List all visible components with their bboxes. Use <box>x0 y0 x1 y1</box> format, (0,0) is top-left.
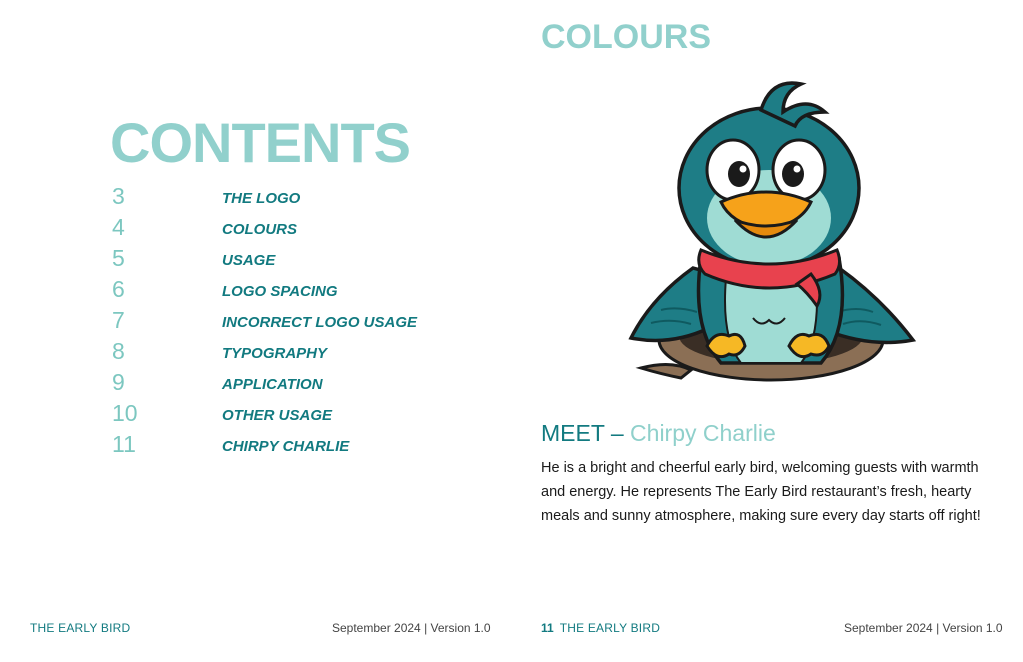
mascot-description: He is a bright and cheerful early bird, welcoming guests with warmth and energy. He represents The Early Bird restaurant’s fresh, hearty meals and sunny atmosphere, making sure every day starts off right! <box>541 460 981 524</box>
meet-prefix: MEET – <box>541 420 624 446</box>
toc-label: USAGE <box>222 252 276 269</box>
toc-item[interactable] <box>112 276 492 307</box>
mascot-name: Chirpy Charlie <box>630 420 776 446</box>
toc-page-number: 10 <box>112 400 138 426</box>
toc-label: LOGO SPACING <box>222 283 338 300</box>
toc-label: OTHER USAGE <box>222 407 333 424</box>
bird-mascot-icon <box>611 78 921 390</box>
toc-page-number: 4 <box>112 214 125 240</box>
table-of-contents <box>112 183 492 462</box>
toc-page-number: 9 <box>112 369 125 395</box>
colours-title: COLOURS <box>541 18 711 56</box>
colours-page <box>511 0 1023 662</box>
toc-label: TYPOGRAPHY <box>222 345 328 362</box>
toc-item[interactable] <box>112 307 492 338</box>
toc-item[interactable] <box>112 369 492 400</box>
toc-label: CHIRPY CHARLIE <box>222 438 350 455</box>
page-number: 11 <box>541 621 554 635</box>
contents-title: CONTENTS <box>110 111 410 174</box>
footer-left <box>541 621 660 635</box>
toc-page-number: 8 <box>112 338 125 364</box>
toc-label: THE LOGO <box>222 190 301 207</box>
toc-item[interactable] <box>112 214 492 245</box>
toc-page-number: 5 <box>112 245 125 271</box>
toc-item[interactable] <box>112 245 492 276</box>
toc-label: COLOURS <box>222 221 297 238</box>
meet-heading <box>541 420 776 447</box>
footer-brand: THE EARLY BIRD <box>30 621 131 635</box>
toc-label: INCORRECT LOGO USAGE <box>222 314 418 331</box>
toc-page-number: 3 <box>112 183 125 209</box>
contents-page <box>0 0 511 662</box>
toc-item[interactable] <box>112 400 492 431</box>
toc-page-number: 11 <box>112 431 136 457</box>
toc-page-number: 7 <box>112 307 125 333</box>
toc-label: APPLICATION <box>222 376 323 393</box>
footer-brand: THE EARLY BIRD <box>559 621 661 635</box>
footer-date-version: September 2024 | Version 1.0 <box>332 621 491 635</box>
toc-item[interactable] <box>112 431 492 462</box>
footer-date-version: September 2024 | Version 1.0 <box>844 621 1003 635</box>
toc-item[interactable] <box>112 338 492 369</box>
toc-page-number: 6 <box>112 276 125 302</box>
toc-item[interactable] <box>112 183 492 214</box>
